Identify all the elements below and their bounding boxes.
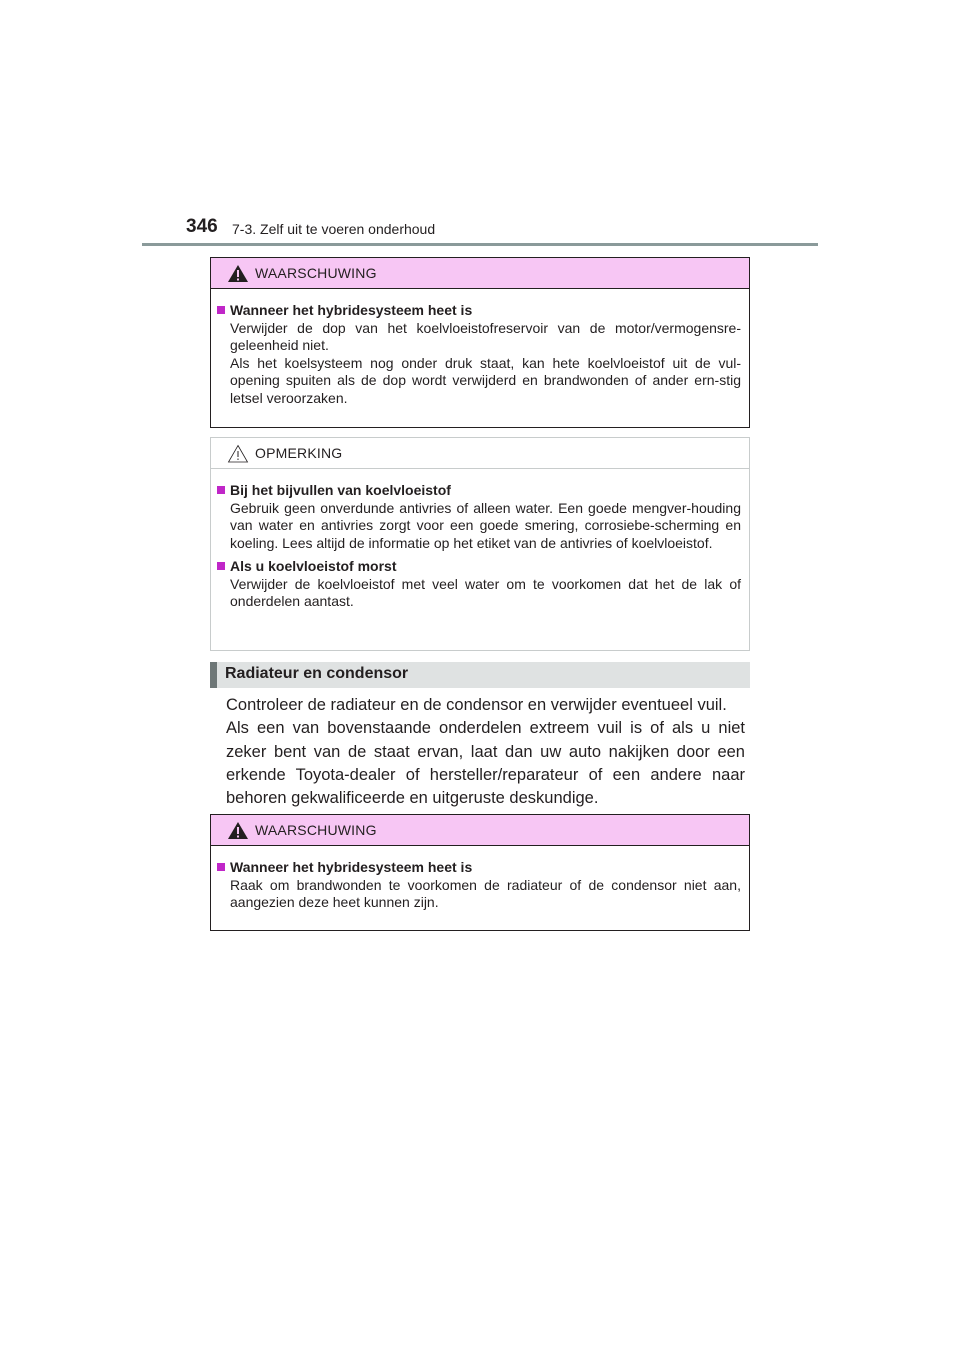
item-text: Verwijder de koelvloeistof met veel water om te voorkomen dat het de lak of onderdelen aantast. [230,575,741,609]
square-bullet-icon [217,306,225,314]
square-bullet-icon [217,486,225,494]
square-bullet-icon [217,863,225,871]
note-title: OPMERKING [255,445,343,461]
warning-title: WAARSCHUWING [255,265,377,281]
note-box [210,437,750,651]
warning-box [210,257,750,428]
warning-item [217,302,741,407]
note-body [211,469,749,625]
warning-body [211,289,749,421]
chapter-title: 7-3. Zelf uit te voeren onderhoud [232,221,436,237]
note-header [211,438,749,469]
note-item [217,482,741,552]
warning-icon [227,264,249,283]
item-heading: Wanneer het hybridesysteem heet is [230,302,473,318]
paragraph: Controleer de radiateur en de condensor en verwijder eventueel vuil. [226,696,727,714]
item-text: Als het koelsysteem nog onder druk staat, kan hete koelvloeistof uit de vul-opening spuiten als de dop wordt verwijderd en brandwonden of ander ern-stig letsel veroorzaken. [230,354,741,406]
square-bullet-icon [217,562,225,570]
section-accent [210,662,217,688]
item-heading: Wanneer het hybridesysteem heet is [230,859,473,875]
section-heading [210,662,750,688]
item-text: Verwijder de dop van het koelvloeistofreservoir van de motor/vermogensre-geleenheid niet. [230,319,741,353]
section-title: Radiateur en condensor [225,665,409,682]
item-text: Raak om brandwonden te voorkomen de radiateur of de condensor niet aan, aangezien deze heet kunnen zijn. [230,876,741,910]
item-text: Gebruik geen onverdunde antivries of alleen water. Een goede mengver-houding van water en antivries zorgt voor een goede smering, corrosiebe-scherming en koeling. Lees altijd de informatie op het etiket van de antivries of koelvloeistof. [230,499,741,551]
paragraph: Als een van bovenstaande onderdelen extreem vuil is of als u niet zeker bent van de staat ervan, laat dan uw auto nakijken door een erkende Toyota-dealer of hersteller/reparateur of een andere naar behoren gekwalificeerde en uitgeruste deskundige. [226,719,745,808]
page-number: 346 [186,216,218,237]
header-rule [142,243,818,246]
warning-item [217,859,741,912]
warning-header [211,815,749,846]
warning-box [210,814,750,931]
item-heading: Bij het bijvullen van koelvloeistof [230,482,451,498]
warning-title: WAARSCHUWING [255,822,377,838]
caution-icon [227,444,249,463]
warning-icon [227,821,249,840]
item-heading: Als u koelvloeistof morst [230,558,397,574]
section-body [226,694,745,810]
warning-header [211,258,749,289]
note-item [217,558,741,611]
warning-body [211,846,749,926]
